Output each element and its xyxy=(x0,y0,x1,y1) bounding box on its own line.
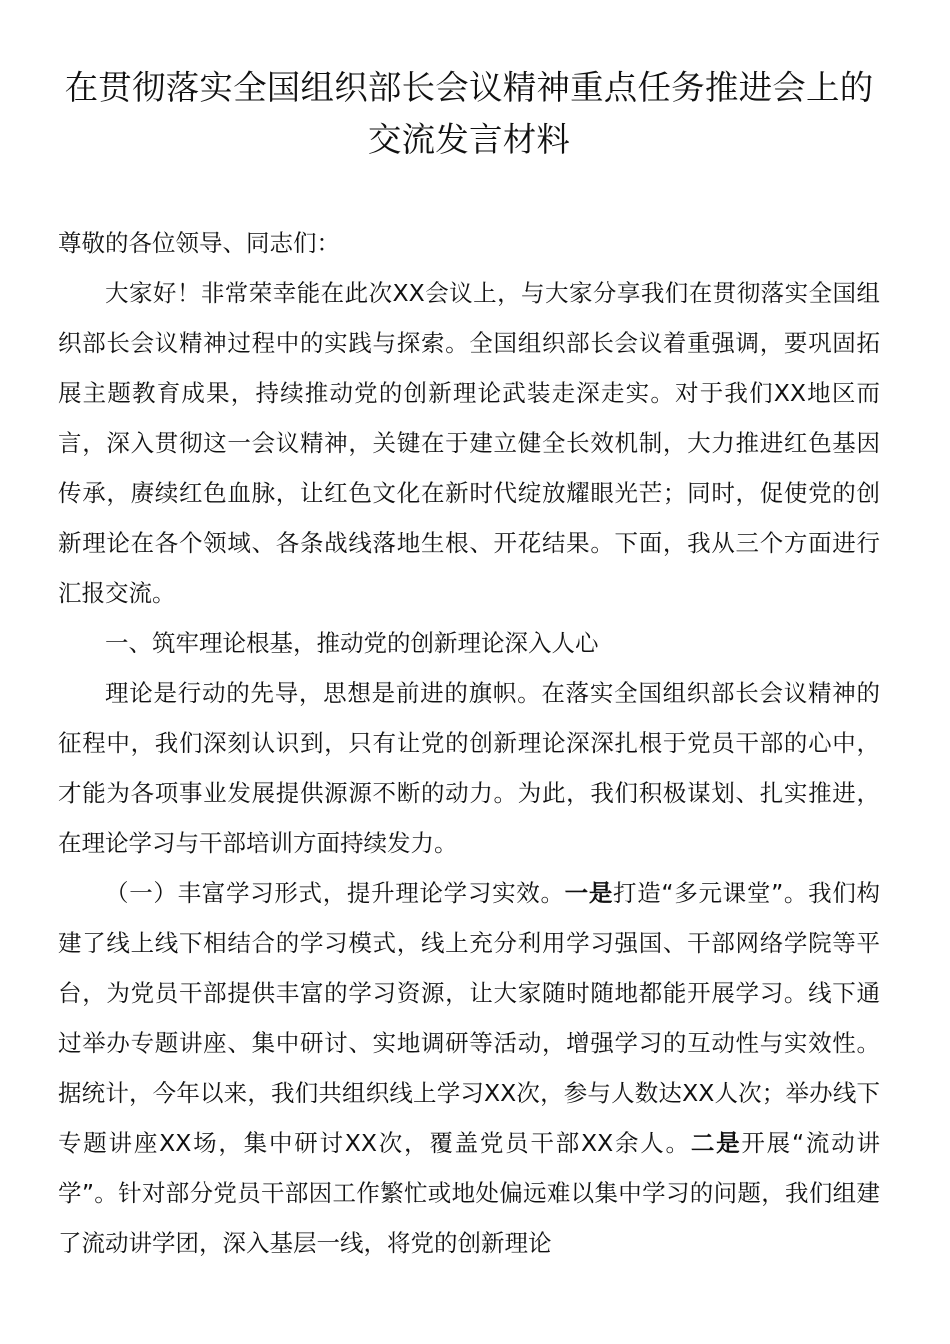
paragraph-learning-forms xyxy=(58,868,880,1268)
paragraph-theory: 理论是行动的先导，思想是前进的旗帜。在落实全国组织部长会议精神的征程中，我们深刻认识到，只有让党的创新理论深深扎根于党员干部的心中，才能为各项事业发展提供源源不断的动力。为此，我们积极谋划、扎实推进，在理论学习与干部培训方面持续发力。 xyxy=(58,679,880,857)
salutation: 尊敬的各位领导、同志们： xyxy=(58,229,340,257)
point1-label: 一是 xyxy=(564,879,614,907)
point2-text: 开展“流动讲学”。针对部分党员干部因工作繁忙或地处偏远难以集中学习的问题，我们组建了流动讲学团，深入基层一线，将党的创新理论 xyxy=(58,1129,880,1257)
document-title: 在贯彻落实全国组织部长会议精神重点任务推进会上的交流发言材料 xyxy=(64,68,874,159)
document-body xyxy=(58,218,880,1268)
paragraph-intro: 大家好！非常荣幸能在此次XX会议上，与大家分享我们在贯彻落实全国组织部长会议精神过程中的实践与探索。全国组织部长会议着重强调，要巩固拓展主题教育成果，持续推动党的创新理论武装走深走实。对于我们XX地区而言，深入贯彻这一会议精神，关键在于建立健全长效机制，大力推进红色基因传承，赓续红色血脉，让红色文化在新时代绽放耀眼光芒；同时，促使党的创新理论在各个领域、各条战线落地生根、开花结果。下面，我从三个方面进行汇报交流。 xyxy=(58,279,880,607)
subsection-lead: （一）丰富学习形式，提升理论学习实效。 xyxy=(105,879,565,907)
section-heading-1: 一、筑牢理论根基，推动党的创新理论深入人心 xyxy=(105,629,599,657)
point2-label: 二是 xyxy=(690,1129,742,1157)
point1-text: 打造“多元课堂”。我们构建了线上线下相结合的学习模式，线上充分利用学习强国、干部网络学院等平台，为党员干部提供丰富的学习资源，让大家随时随地都能开展学习。线下通过举办专题讲座、集中研讨、实地调研等活动，增强学习的互动性与实效性。据统计，今年以来，我们共组织线上学习XX次，参与人数达XX人次；举办线下专题讲座XX场，集中研讨XX次，覆盖党员干部XX余人。 xyxy=(58,879,881,1157)
